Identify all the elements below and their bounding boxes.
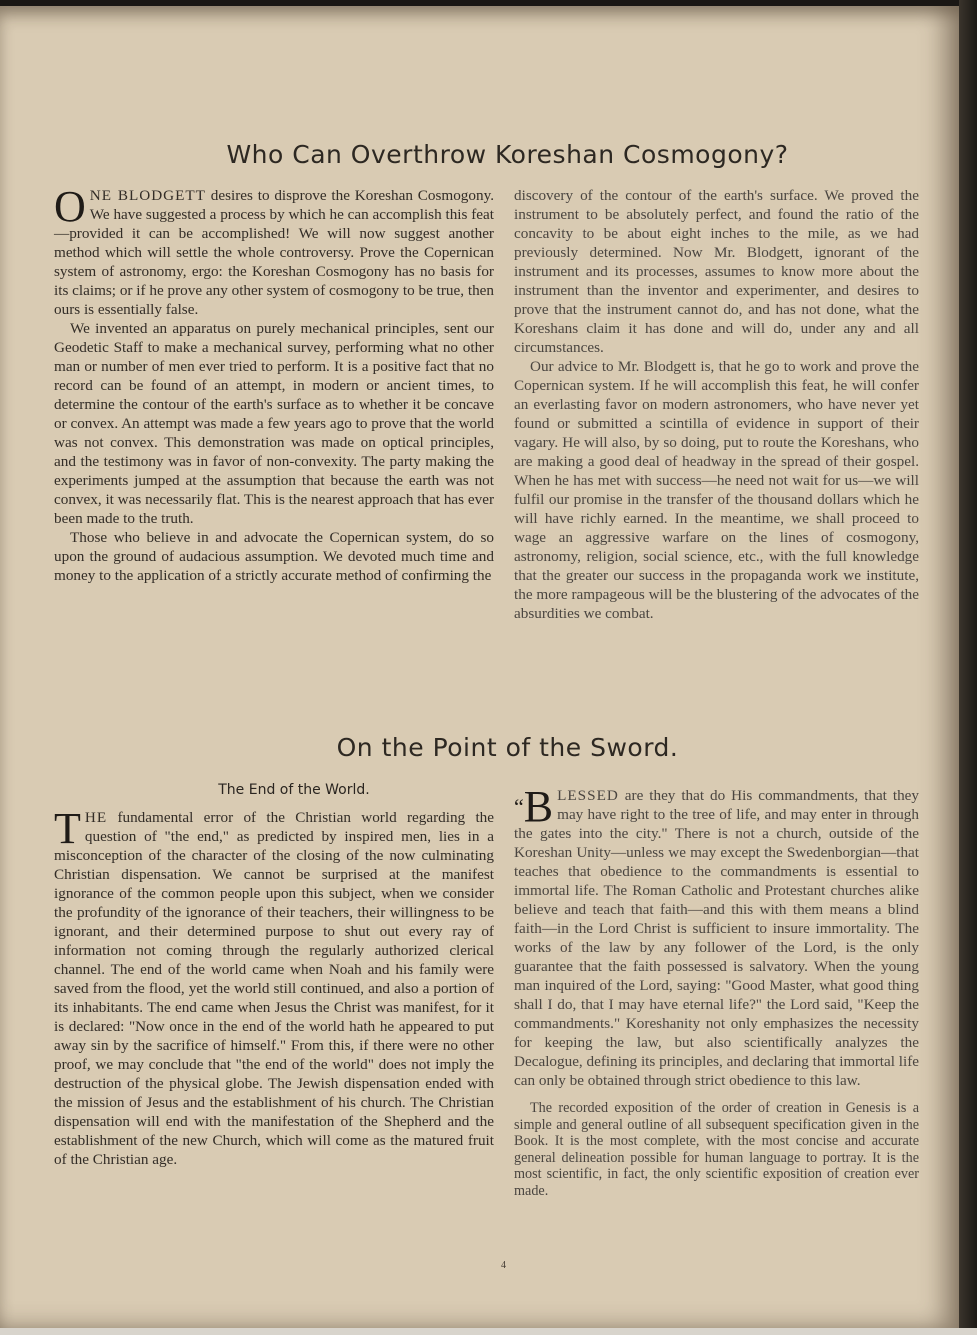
drop-cap-letter: B	[523, 782, 554, 831]
paragraph	[54, 804, 494, 1169]
article-subtitle: The End of the World.	[218, 782, 370, 798]
magazine-page	[0, 6, 962, 1328]
lead-caps: HE	[84, 809, 108, 826]
paragraph: discovery of the contour of the earth's surface. We proved the instrument to be absolutely perfect, and found the ratio of the concavity to be about eight inches to the mile, as we had previously determined. Now Mr. Blodgett, ignorant of the instrument and its processes, assumes to know more about the instrument than the inventor and experimenter, and desires to prove that the instrument cannot do, and has not done, what the Koreshans claim it has done and will do, under any and all circumstances.	[514, 187, 919, 356]
paragraph: The recorded exposition of the order of creation in Genesis is a simple and general outline of all subsequent specification given in the Book. It is the most complete, with the most concise and accurate general delineation possible for human language to portray. It is the most scientific, in fact, the only scientific exposition of creation ever made.	[514, 1100, 919, 1199]
article-title: On the Point of the Sword.	[336, 733, 679, 762]
paragraph: We invented an apparatus on purely mechanical principles, sent our Geodetic Staff to make a mechanical survey, performing what no other man or number of men ever tried to perform. It is a positive fact that no record can be found of an attempt, in modern or ancient times, to determine the contour of the earth's surface as to whether it be concave or convex. An attempt was made a few years ago to prove that the world was not convex. This demonstration was made on optical principles, and the testimony was in favor of non-convexity. The party making the experiments jumped at the assumption that because the earth was not convex, it was necessarily flat. This is the nearest approach that has ever been made to the truth.	[54, 320, 494, 527]
paragraph-text: are they that do His commandments, that they may have right to the tree of life, and may enter in through the gates into the city." There is not a church, outside of the Koreshan Unity—unless we may except the Swedenborgian—that teaches that obedience to the commandments is essential to immortal life. The Roman Catholic and Protestant churches alike believe and teach that faith—and this with them means a blind faith—in the Lord Christ is sufficient to insure immortality. The works of the law by any follower of the Lord, is the only guarantee that the faith possessed is salvatory. When the young man inquired of the Lord, saying: "Good Master, what good thing shall I do, that I may have eternal life?" the Lord said, "Keep the commandments." Koreshanity not only emphasizes the necessity for keeping the law, but also scientifically analyzes the Decalogue, defining its principles, and declaring that immortal life can only be obtained through strict obedience to this law.	[514, 787, 919, 1089]
article1-column-right	[514, 186, 919, 623]
article1-column-left	[54, 182, 494, 585]
lead-caps: LESSED	[557, 787, 619, 804]
article2-column-right	[514, 782, 919, 1199]
drop-cap: T	[54, 804, 81, 853]
paragraph	[514, 782, 919, 1090]
article-title: Who Can Overthrow Koreshan Cosmogony?	[226, 140, 789, 169]
article2-column-left	[54, 804, 494, 1169]
drop-cap: O	[54, 182, 86, 231]
lead-caps: NE BLODGETT	[89, 187, 206, 204]
drop-cap	[514, 782, 554, 831]
paragraph-text: fundamental error of the Christian world regarding the question of "the end," as predicted by inspired men, lies in a misconception of the character of the closing of the now culminating Christian dispensation. We cannot be surprised at the manifest ignorance of the common people upon this subject, when we consider the profundity of the ignorance of their teachers, their willingness to be ignorant, and their determined purpose to shut out every ray of information not coming through the regularly authorized clerical channel. The end of the world came when Noah and his family were saved from the flood, yet the world still continued, and also a portion of its inhabitants. The end came when Jesus the Christ was manifest, for it is declared: "Now once in the end of the world hath he appeared to put away sin by the sacrifice of himself." From this, if there were no other proof, we may conclude that "the end of the world" does not imply the destruction of the physical globe. The Jewish dispensation ended with the mission of Jesus and the establishment of his church. The Christian dispensation will end with the manifestation of the Shepherd and the establishment of the new Church, which will come as the matured fruit of the Christian age.	[54, 809, 494, 1168]
bottom-edge	[0, 1328, 977, 1335]
paragraph: Our advice to Mr. Blodgett is, that he go to work and prove the Copernican system. If he will accomplish this feat, he will confer an everlasting favor on modern astronomers, who have never yet found or submitted a scintilla of evidence in support of their vagary. He will also, by so doing, put to route the Koreshans, who are making a good deal of headway in the spread of their gospel. When he has met with success—he need not wait for us—we will fulfil our promise in the transfer of the thousand dollars which he will have richly earned. In the meantime, we shall proceed to wage an aggressive warfare on the lines of cosmogony, astronomy, religion, social science, etc., with the full knowledge that the greater our success in the propaganda work we institute, the more rampageous will be the blustering of the advocates of the absurdities we combat.	[514, 358, 919, 622]
page-number: 4	[501, 1260, 506, 1271]
paragraph: Those who believe in and advocate the Copernican system, do so upon the ground of audacious assumption. We devoted much time and money to the application of a strictly accurate method of confirming the	[54, 529, 494, 584]
binding-edge	[959, 0, 977, 1335]
paragraph	[54, 182, 494, 319]
quote-mark: “	[514, 794, 524, 819]
paragraph-text: desires to disprove the Koreshan Cosmogony. We have suggested a process by which he can accomplish this feat—provided it can be accomplished! We will now suggest another method which will settle the whole controversy. Prove the Copernican system of astronomy, ergo: the Koreshan Cosmogony has no basis for its claims; or if he prove any other system of cosmogony to be true, then ours is essentially false.	[54, 187, 494, 318]
